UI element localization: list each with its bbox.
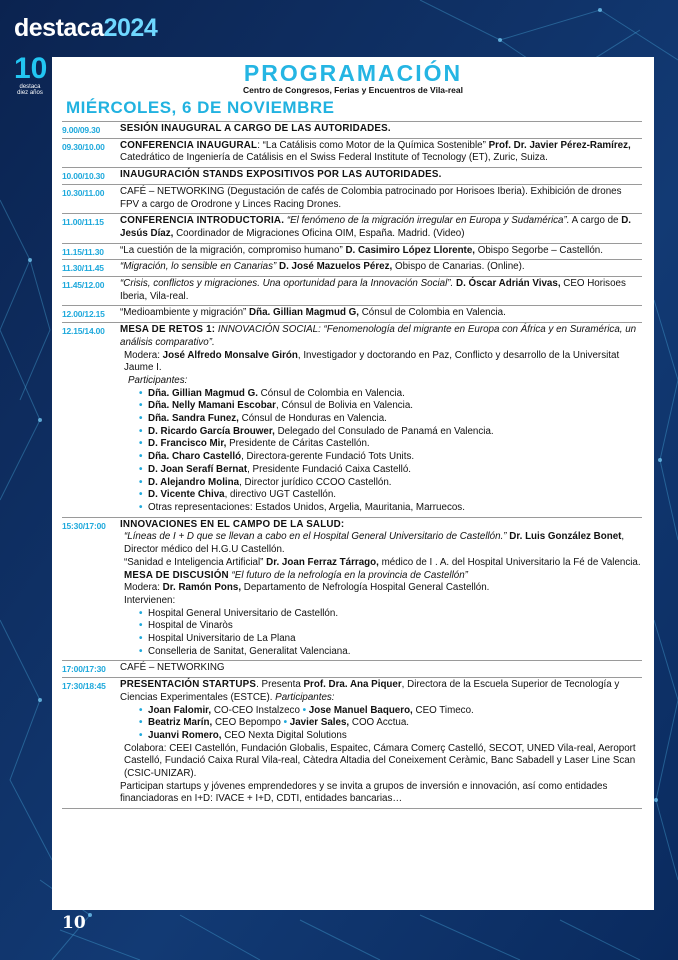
- time-slot: 17:00/17:30: [62, 664, 106, 675]
- participant-role: , Director jurídico CCOO Castellón.: [239, 476, 392, 488]
- session-details: [120, 277, 642, 305]
- speaker-name: Dña. Gillian Magmud G,: [249, 307, 359, 319]
- page-number: 10: [62, 913, 86, 933]
- moderator-role: Departamento de Nefrología Hospital General Castellón.: [241, 582, 490, 594]
- list-item: • Hospital Universitario de La Plana: [148, 633, 642, 646]
- session-details: [120, 244, 642, 260]
- moderator-label: Modera:: [124, 349, 163, 361]
- time-slot: 12.15/14.00: [62, 326, 105, 337]
- participant-name: Javier Sales,: [289, 717, 350, 729]
- participant-role: , Presidente Fundació Caixa Castelló.: [247, 463, 412, 475]
- list-item: • Hospital de Vinaròs: [148, 620, 642, 633]
- participants-list: [120, 608, 642, 659]
- session-topic: INNOVACIÓN SOCIAL: “Fenomenología del migrante en Europa con África y en Suramérica, un análisis comparativo”.: [120, 324, 637, 348]
- participants-list: [120, 388, 642, 515]
- panel-title: MESA DE DISCUSIÓN: [124, 569, 229, 581]
- moderator-label: Modera:: [124, 582, 163, 594]
- session-topic: “Migración, lo sensible en Canarias”: [120, 261, 277, 273]
- speaker-role: Obispo de Canarias. (Online).: [392, 261, 525, 273]
- session-connector: A cargo de: [569, 215, 622, 227]
- session-topic: “Medioambiente y migración”: [120, 307, 250, 319]
- speaker-role: Obispo Segorbe – Castellón.: [475, 244, 603, 256]
- schedule-row: [62, 184, 642, 213]
- session-details: [120, 214, 642, 242]
- participant-name: Dña. Charo Castelló: [148, 451, 242, 463]
- schedule-row: [62, 167, 642, 184]
- session-details: CAFÉ – NETWORKING (Degustación de cafés de Colombia patrocinado por Horisoes Iberia). Exhibición de drones FPV a cargo de Orodrone y Linces Racing Drones.: [120, 185, 622, 210]
- participant-name: D. Ricardo García Brouwer,: [148, 425, 275, 437]
- brand-wordmark: [14, 14, 157, 43]
- participants-label: Participantes:: [272, 691, 335, 703]
- participants-label: Intervienen:: [124, 594, 176, 606]
- schedule-row: [62, 276, 642, 305]
- schedule-row: [62, 517, 642, 661]
- participant-name: Juanvi Romero,: [148, 729, 222, 741]
- list-item: [148, 426, 642, 439]
- list-item: [148, 438, 642, 451]
- speaker-role: Cónsul de Colombia en Valencia.: [359, 307, 506, 319]
- moderator-name: Dr. Ramón Pons,: [162, 582, 242, 594]
- speaker-name: D. José Mazuelos Pérez,: [276, 261, 393, 273]
- time-slot: 11.15/11.30: [62, 246, 104, 257]
- session-details: [120, 678, 642, 808]
- time-slot: 9.00/09.30: [62, 125, 101, 135]
- participant-name: Dña. Nelly Mamani Escobar: [148, 400, 276, 412]
- moderator-role: , Investigador y doctorando en Paz, Conflicto y desarrollo de la Universitat Jaume I.: [124, 349, 620, 374]
- participants-label: Participantes:: [128, 374, 188, 386]
- participant-role: , directivo UGT Castellón.: [224, 489, 337, 501]
- schedule-row: [62, 259, 642, 276]
- time-slot: 11.30/11.45: [62, 263, 104, 274]
- time-slot: 11.00/11.15: [62, 217, 104, 228]
- session-details: [120, 518, 642, 661]
- participant-role: CEO Bepompo: [212, 717, 284, 729]
- session-details: [120, 122, 642, 138]
- participant-role: CO-CEO Instalzeco: [211, 704, 303, 716]
- session-title: PRESENTACIÓN STARTUPS: [120, 679, 257, 691]
- speaker-role: , Director médico del H.G.U Castellón.: [124, 531, 625, 556]
- schedule-row: [62, 660, 642, 677]
- participants-list: [120, 705, 642, 743]
- session-title: SESIÓN INAUGURAL A CARGO DE LAS AUTORIDADES.: [120, 123, 391, 134]
- time-slot: 10.30/11.00: [62, 187, 105, 198]
- participant-role: CEO Nexta Digital Solutions: [221, 729, 347, 741]
- list-item: [148, 451, 642, 464]
- time-slot: 09.30/10.00: [62, 141, 105, 152]
- logo-numeral: 10: [14, 52, 48, 85]
- participant-name: Dña. Sandra Funez,: [148, 413, 239, 425]
- speaker-role: Catedrático de Ingeniería de Catálisis en el Swiss Federal Institute of Tecnology (ET), Zuric, Suiza.: [120, 152, 548, 164]
- session-topic: : “La Catálisis como Motor de la Química Sostenible”: [257, 139, 489, 151]
- participant-name: Joan Falomir,: [148, 704, 212, 716]
- participant-name: Jose Manuel Baquero,: [308, 704, 413, 716]
- participant-role: Delegado del Consulado de Panamá en Valencia.: [274, 425, 494, 437]
- participant-name: D. Alejandro Molina: [148, 476, 240, 488]
- page-title: PROGRAMACIÓN: [243, 60, 463, 86]
- list-item: [148, 477, 642, 490]
- tenth-anniversary-logo: [14, 54, 46, 102]
- program-panel: [52, 57, 654, 910]
- speaker-role: CEO Horisoes Iberia, Vila-real.: [120, 278, 626, 302]
- list-item: [148, 489, 642, 502]
- participant-name: D. Vicente Chiva: [148, 489, 225, 501]
- venue-subtitle: Centro de Congresos, Ferias y Encuentros de Vila-real: [243, 85, 463, 95]
- session-title: MESA DE RETOS 1:: [120, 324, 216, 336]
- participant-role: , Cónsul de Bolivia en Valencia.: [275, 400, 414, 412]
- bullet-icon: •: [302, 704, 307, 716]
- speaker-name: Prof. Dra. Ana Piquer: [303, 679, 402, 691]
- schedule-row: [62, 213, 642, 242]
- session-title: CONFERENCIA INTRODUCTORIA.: [120, 215, 285, 227]
- list-item: [148, 400, 642, 413]
- participant-name: D. Francisco Mir,: [148, 438, 227, 450]
- session-topic: “Sanidad e Inteligencia Artificial”: [124, 556, 264, 568]
- session-title: INNOVACIONES EN EL CAMPO DE LA SALUD:: [120, 518, 345, 530]
- closing-text: Participan startups y jóvenes emprendedores y se invita a grupos de inversión e innovación, así como entidades financiadoras en I+D: IVACE + I+D, CDTI, entidades bancarias…: [120, 780, 608, 805]
- list-item: • Hospital General Universitario de Castellón.: [148, 608, 642, 621]
- participant-role: Otras representaciones: Estados Unidos, Argelia, Mauritania, Marruecos.: [148, 501, 465, 513]
- participant-name: Beatriz Marín,: [148, 717, 213, 729]
- speaker-name: D. Casimiro López Llorente,: [345, 244, 475, 256]
- participant-role: COO Acctua.: [349, 717, 410, 729]
- session-topic: “Crisis, conflictos y migraciones. Una oportunidad para la Innovación Social”.: [120, 278, 454, 290]
- list-item: [148, 413, 642, 426]
- schedule-row: [62, 121, 642, 138]
- schedule-table: [62, 121, 642, 809]
- schedule-row: [62, 677, 642, 809]
- speaker-name: D. Jesús Díaz,: [120, 215, 632, 239]
- bullet-icon: •: [283, 717, 288, 729]
- schedule-row: [62, 322, 642, 517]
- speaker-role: médico de I . A. del Hospital Universitario la Fé de Valencia.: [378, 556, 641, 568]
- session-details: [120, 168, 642, 184]
- participant-role: CEO Timeco.: [412, 704, 474, 716]
- speaker-role: Coordinador de Migraciones Oficina OIM, España. Madrid. (Video): [173, 227, 465, 239]
- session-details: [120, 139, 642, 167]
- session-details: [120, 260, 642, 276]
- collaborators-text: Colabora: CEEI Castellón, Fundación Globalis, Espaitec, Cámara Comerç Castelló, SECOT, UNED Vila-real, Aeroport Castelló, Fundació Caixa Rural Vila-real, Càtedra Altadia del Coneixement Ceràmic, Banc Sabadell y Laser Line Scan (CSIC-UNIZAR).: [124, 742, 636, 780]
- time-slot: 10.00/10.30: [62, 171, 105, 182]
- list-item: [148, 388, 642, 401]
- session-topic: “Líneas de I + D que se llevan a cabo en el Hospital General Universitario de Castellón.”: [124, 531, 507, 543]
- participant-name: Dña. Gillian Magmud G.: [148, 387, 258, 399]
- speaker-name: D. Óscar Adrián Vivas,: [453, 278, 561, 290]
- participant-role: Presidente de Cáritas Castellón.: [226, 438, 370, 450]
- day-heading: MIÉRCOLES, 6 DE NOVIEMBRE: [66, 98, 335, 117]
- list-item: [148, 464, 642, 477]
- schedule-row: [62, 138, 642, 167]
- participant-name: D. Joan Serafí Bernat: [148, 463, 248, 475]
- session-topic: “El fenómeno de la migración irregular en Europa y Sudamérica”.: [284, 215, 570, 227]
- brand-year: 2024: [103, 14, 158, 42]
- session-details: [120, 306, 642, 322]
- speaker-name: Dr. Joan Ferraz Tárrago,: [263, 556, 379, 568]
- time-slot: 17:30/18:45: [62, 681, 106, 692]
- time-slot: 15:30/17:00: [62, 520, 106, 531]
- session-title: CONFERENCIA INAUGURAL: [120, 139, 258, 151]
- participant-role: Cónsul de Honduras en Valencia.: [238, 413, 387, 425]
- list-item: [148, 705, 642, 718]
- list-item: [148, 717, 642, 730]
- session-topic: “La cuestión de la migración, compromiso humano”: [120, 244, 346, 256]
- speaker-role: , Directora de la Escuela Superior de Tecnología y Ciencias Experimentales (ESTCE).: [120, 679, 620, 703]
- list-item: • Conselleria de Sanitat, Generalitat Valenciana.: [148, 646, 642, 659]
- speaker-name: Prof. Dr. Javier Pérez-Ramírez,: [488, 139, 631, 151]
- time-slot: 12.00/12.15: [62, 309, 105, 320]
- list-item: [148, 730, 642, 743]
- participant-role: Cónsul de Colombia en Valencia.: [257, 387, 405, 399]
- list-item: [148, 502, 642, 515]
- logo-caption: destaca diez años: [17, 84, 43, 96]
- schedule-row: [62, 243, 642, 260]
- brand-name: destaca: [14, 14, 104, 42]
- session-details: [120, 323, 642, 517]
- panel-topic: “El futuro de la nefrología en la provincia de Castellón”: [228, 569, 468, 581]
- session-title: INAUGURACIÓN STANDS EXPOSITIVOS POR LAS AUTORIDADES.: [120, 169, 442, 181]
- speaker-name: Dr. Luis González Bonet: [506, 531, 622, 543]
- schedule-row: [62, 305, 642, 322]
- session-connector: . Presenta: [256, 679, 304, 691]
- session-details: CAFÉ – NETWORKING: [120, 662, 225, 674]
- moderator-name: José Alfredo Monsalve Girón: [162, 349, 298, 361]
- participant-role: , Directora-gerente Fundació Tots Units.: [241, 451, 415, 463]
- time-slot: 11.45/12.00: [62, 280, 105, 291]
